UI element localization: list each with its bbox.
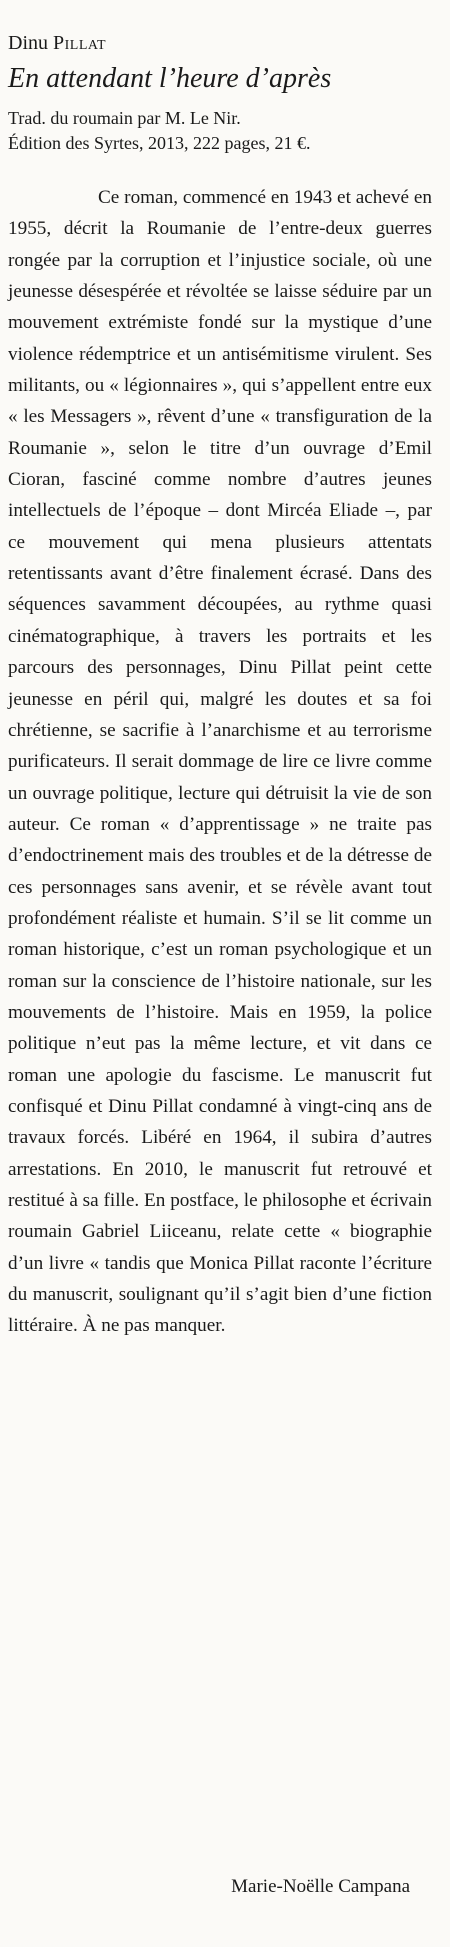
author-name <box>8 30 432 56</box>
author-first-name: Dinu <box>8 32 48 54</box>
publication-info <box>8 106 432 156</box>
reviewer-signature: Marie-Noëlle Campana <box>231 1876 410 1897</box>
book-title: En attendant l’heure d’après <box>8 63 332 94</box>
author-last-name: Pillat <box>53 32 106 54</box>
review-body <box>8 182 432 1342</box>
review-paragraph: Ce roman, commencé en 1943 et achevé en 1955, décrit la Roumanie de l’entre-deux guerres rongée par la corruption et l’injustice sociale, où une jeunesse désespérée et révoltée se laisse séduire par un mouvement extrémiste fondé sur la mystique d’une violence rédemptrice et un antisémitisme virulent. Ses militants, ou « légionnaires », qui s’appellent entre eux « les Messagers », rêvent d’une « transfiguration de la Roumanie », selon le titre d’un ouvrage d’Emil Cioran, fasciné comme nombre d’autres jeunes intellectuels de l’époque – dont Mircéa Eliade –, par ce mouvement qui mena plusieurs attentats retentissants avant d’être finalement écrasé. Dans des séquences savamment découpées, au rythme quasi cinématographique, à travers les portraits et les parcours des personnages, Dinu Pillat peint cette jeunesse en péril qui, malgré les doutes et sa foi chrétienne, se sacrifie à l’anarchisme et au terrorisme purificateurs. Il serait dommage de lire ce livre comme un ouvrage politique, lecture qui détruisit la vie de son auteur. Ce roman « d’apprentissage » ne traite pas d’endoctrinement mais des troubles et de la détresse de ces personnages sans avenir, et se révèle avant tout profondément réaliste et humain. S’il se lit comme un roman historique, c’est un roman psychologique et un roman sur la conscience de l’histoire nationale, sur les mouvements de l’histoire. Mais en 1959, la police politique n’eut pas la même lecture, et vit dans ce roman une apologie du fascisme. Le manuscrit fut confisqué et Dinu Pillat condamné à vingt-cinq ans de travaux forcés. Libéré en 1964, il subira d’autres arrestations. En 2010, le manuscrit fut retrouvé et restitué à sa fille. En postface, le philosophe et écrivain roumain Gabriel Liiceanu, relate cette « biographie d’un livre « tandis que Monica Pillat raconte l’écriture du manuscrit, soulignant qu’il s’agit bien d’une fiction littéraire. À ne pas manquer. <box>8 187 432 1337</box>
translation-line: Trad. du roumain par M. Le Nir. <box>8 108 241 128</box>
publication-line: Édition des Syrtes, 2013, 222 pages, 21 €. <box>8 133 311 153</box>
